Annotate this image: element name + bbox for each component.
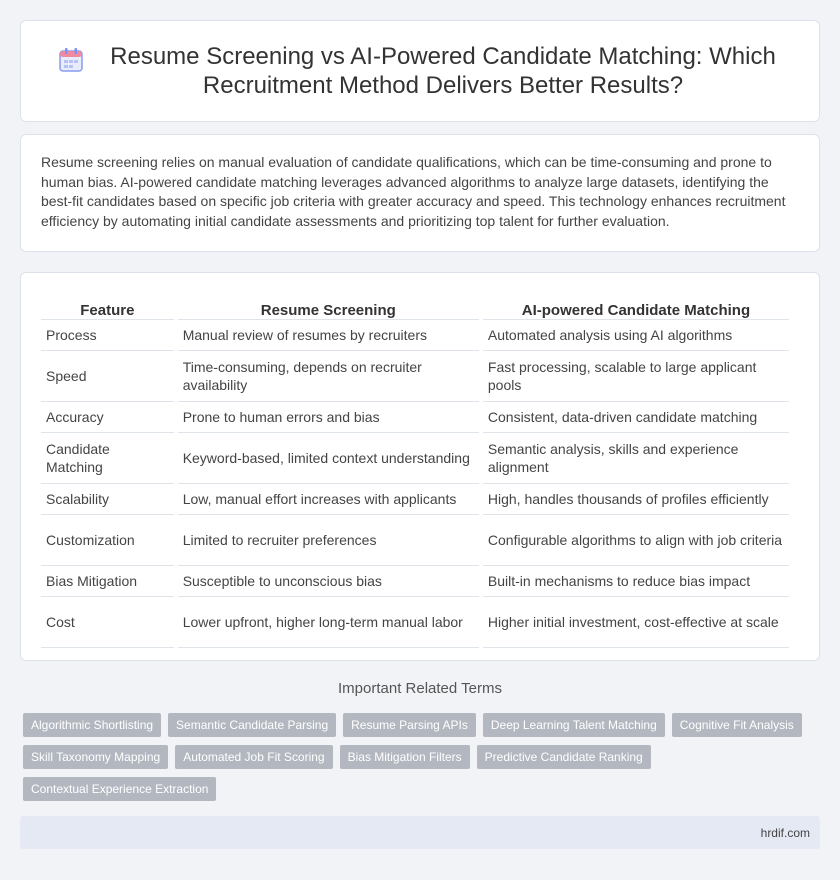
footer-site-link[interactable]: hrdif.com	[760, 825, 810, 840]
related-terms-title: Important Related Terms	[338, 680, 502, 697]
table-row	[41, 433, 789, 484]
intro-card	[20, 134, 820, 252]
resume-cell: Keyword-based, limited context understanding	[178, 433, 479, 484]
ai-cell: Fast processing, scalable to large applicant pools	[483, 351, 789, 402]
tag-semantic-candidate-parsing[interactable]: Semantic Candidate Parsing	[168, 713, 336, 737]
ai-cell: Consistent, data-driven candidate matching	[483, 402, 789, 433]
resume-cell: Susceptible to unconscious bias	[178, 566, 479, 597]
header-ai-matching: AI-powered Candidate Matching	[483, 295, 789, 320]
tag-resume-parsing-apis[interactable]: Resume Parsing APIs	[343, 713, 476, 737]
table-row	[41, 597, 789, 648]
tag-automated-job-fit-scoring[interactable]: Automated Job Fit Scoring	[175, 745, 332, 769]
resume-cell: Limited to recruiter preferences	[178, 515, 479, 566]
feature-cell: Bias Mitigation	[41, 566, 174, 597]
tag-bias-mitigation-filters[interactable]: Bias Mitigation Filters	[340, 745, 470, 769]
feature-cell: Candidate Matching	[41, 433, 174, 484]
resume-cell: Low, manual effort increases with applicants	[178, 484, 479, 515]
feature-cell: Process	[41, 320, 174, 351]
resume-cell: Prone to human errors and bias	[178, 402, 479, 433]
table-row	[41, 402, 789, 433]
resume-cell: Lower upfront, higher long-term manual labor	[178, 597, 479, 648]
table-row	[41, 320, 789, 351]
tag-cognitive-fit-analysis[interactable]: Cognitive Fit Analysis	[672, 713, 802, 737]
title-wrap	[50, 42, 790, 100]
ai-cell: Configurable algorithms to align with job criteria	[483, 515, 789, 566]
tag-predictive-candidate-ranking[interactable]: Predictive Candidate Ranking	[477, 745, 651, 769]
tag-skill-taxonomy-mapping[interactable]: Skill Taxonomy Mapping	[23, 745, 168, 769]
feature-cell: Accuracy	[41, 402, 174, 433]
title-card	[20, 20, 820, 122]
table-header-row	[41, 295, 789, 320]
footer	[20, 816, 820, 849]
feature-cell: Speed	[41, 351, 174, 402]
feature-cell: Customization	[41, 515, 174, 566]
resume-cell: Manual review of resumes by recruiters	[178, 320, 479, 351]
ai-cell: Semantic analysis, skills and experience alignment	[483, 433, 789, 484]
feature-cell: Scalability	[41, 484, 174, 515]
comparison-table	[37, 295, 793, 648]
ai-cell: Higher initial investment, cost-effective at scale	[483, 597, 789, 648]
feature-cell: Cost	[41, 597, 174, 648]
ai-cell: High, handles thousands of profiles efficiently	[483, 484, 789, 515]
tag-deep-learning-talent-matching[interactable]: Deep Learning Talent Matching	[483, 713, 665, 737]
comparison-table-card	[20, 272, 820, 661]
related-terms-tags	[23, 713, 823, 801]
tag-contextual-experience-extraction[interactable]: Contextual Experience Extraction	[23, 777, 216, 801]
header-resume-screening: Resume Screening	[178, 295, 479, 320]
table-row	[41, 351, 789, 402]
header-feature: Feature	[41, 295, 174, 320]
resume-cell: Time-consuming, depends on recruiter availability	[178, 351, 479, 402]
ai-cell: Automated analysis using AI algorithms	[483, 320, 789, 351]
intro-text: Resume screening relies on manual evaluation of candidate qualifications, which can be time-consuming and prone to human bias. AI-powered candidate matching leverages advanced algorithms to analyze large datasets, identifying the best-fit candidates based on specific job criteria with greater accuracy and speed. This technology enhances recruitment efficiency by automating initial candidate assessments and prioritizing top talent for further evaluation.	[41, 154, 786, 229]
page-title: Resume Screening vs AI-Powered Candidate Matching: Which Recruitment Method Delivers Better Results?	[110, 43, 776, 99]
table-row	[41, 515, 789, 566]
calendar-icon	[57, 46, 85, 74]
ai-cell: Built-in mechanisms to reduce bias impact	[483, 566, 789, 597]
table-row	[41, 484, 789, 515]
table-row	[41, 566, 789, 597]
tag-algorithmic-shortlisting[interactable]: Algorithmic Shortlisting	[23, 713, 161, 737]
